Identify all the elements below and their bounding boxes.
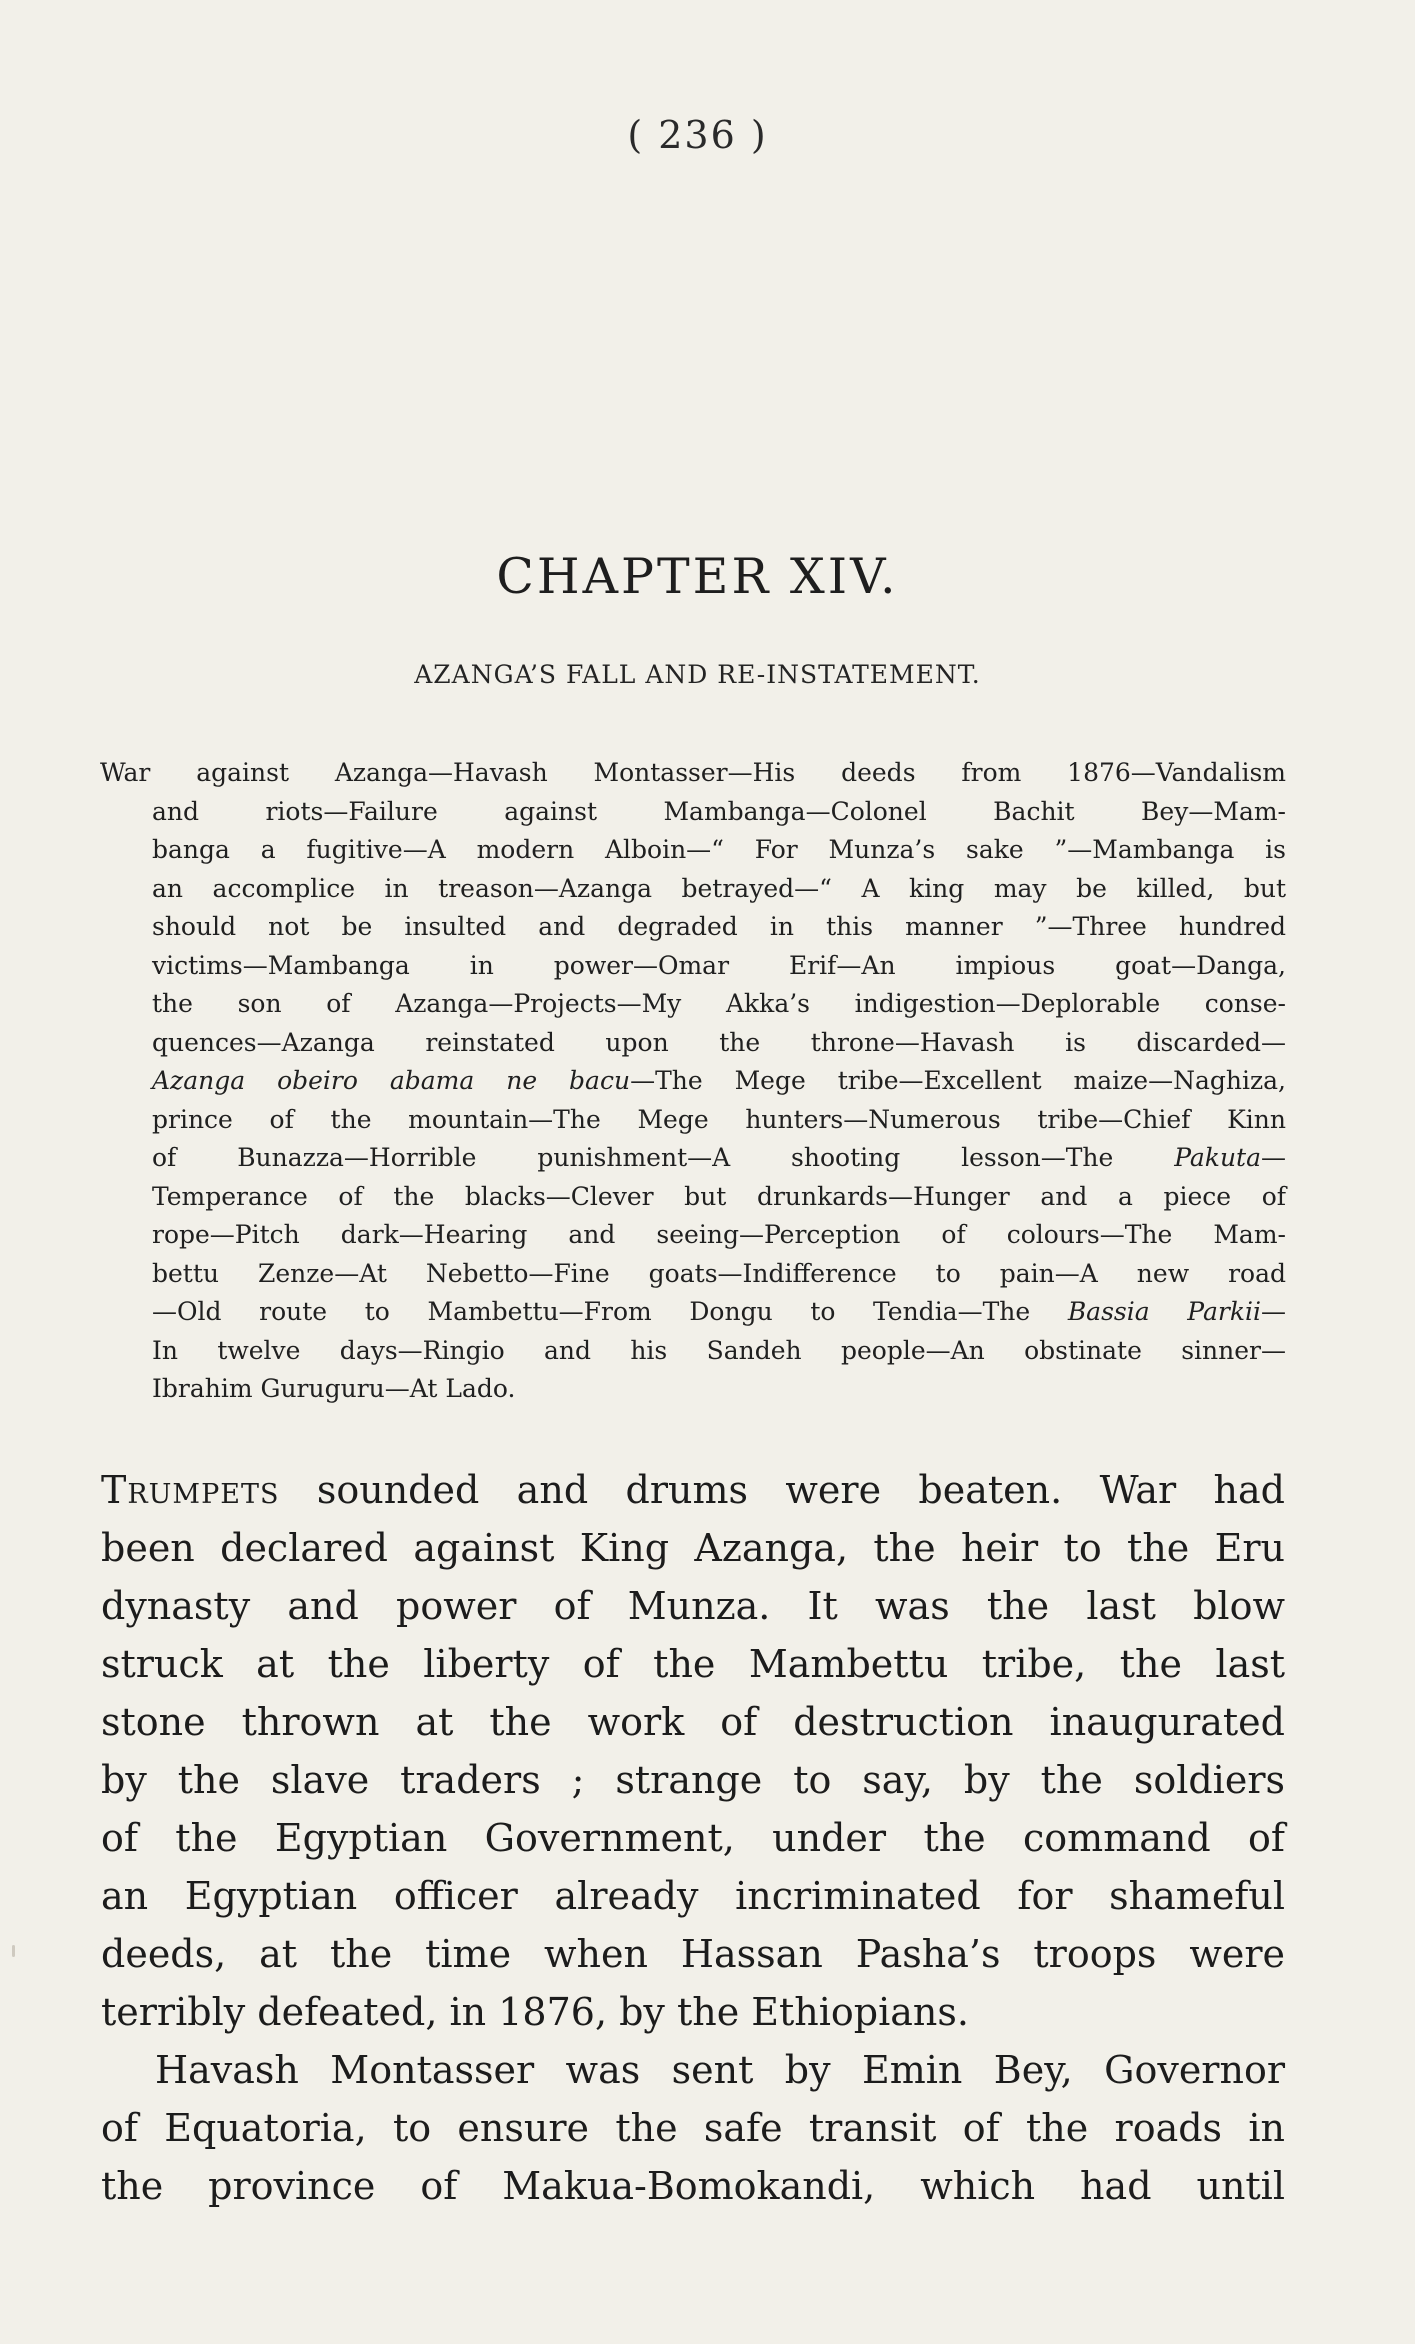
summary-line-text: —Old route to Mambettu—From Dongu to Tendia—The xyxy=(152,1297,1068,1326)
body-line: deeds, at the time when Hassan Pasha’s troops were xyxy=(101,1932,1285,1976)
summary-line: rope—Pitch dark—Hearing and seeing—Perception of colours—The Mam- xyxy=(152,1220,1286,1249)
summary-line: banga a fugitive—A modern Alboin—“ For Munza’s sake ”—Mambanga is xyxy=(152,835,1286,864)
body-line: an Egyptian officer already incriminated for shameful xyxy=(101,1874,1285,1918)
body-line: stone thrown at the work of destruction inaugurated xyxy=(101,1700,1285,1744)
body-line: the province of Makua-Bomokandi, which had until xyxy=(101,2164,1285,2208)
body-line: of the Egyptian Government, under the command of xyxy=(101,1816,1285,1860)
summary-line: Temperance of the blacks—Clever but drunkards—Hunger and a piece of xyxy=(152,1181,1286,1211)
summary-line: prince of the mountain—The Mege hunters—Numerous tribe—Chief Kinn xyxy=(152,1104,1286,1134)
summary-line-text: —The Mege tribe—Excellent maize—Naghiza, xyxy=(630,1066,1286,1095)
body-line: struck at the liberty of the Mambettu tribe, the last xyxy=(101,1642,1285,1686)
summary-line: bettu Zenze—At Nebetto—Fine goats—Indifference to pain—A new road xyxy=(152,1258,1286,1288)
body-line xyxy=(101,1461,1285,1519)
chapter-body-text xyxy=(101,1461,1285,2215)
summary-line: Ibrahim Guruguru—At Lado. xyxy=(152,1374,516,1403)
summary-line: the son of Azanga—Projects—My Akka’s indigestion—Deplorable conse- xyxy=(152,989,1286,1018)
body-line: by the slave traders ; strange to say, by the soldiers xyxy=(101,1758,1285,1802)
summary-line-tail: — xyxy=(1261,1143,1286,1172)
summary-line: victims—Mambanga in power—Omar Erif—An impious goat—Danga, xyxy=(152,950,1286,980)
summary-line xyxy=(100,1293,1286,1332)
summary-line xyxy=(100,1139,1286,1178)
paper-speck xyxy=(12,1945,15,1957)
opening-word: Trumpets xyxy=(101,1468,280,1512)
summary-line: and riots—Failure against Mambanga—Colonel Bachit Bey—Mam- xyxy=(152,796,1286,826)
page-number: ( 236 ) xyxy=(627,113,768,157)
summary-line: quences—Azanga reinstated upon the throne—Havash is discarded— xyxy=(152,1027,1286,1057)
chapter-title: CHAPTER XIV. xyxy=(496,548,899,605)
chapter-summary xyxy=(100,754,1286,1409)
summary-line xyxy=(100,1062,1286,1101)
chapter-subtitle: AZANGA’S FALL AND RE-INSTATEMENT. xyxy=(414,660,981,689)
summary-line-tail: — xyxy=(1261,1297,1286,1326)
summary-line: War against Azanga—Havash Montasser—His deeds from 1876—Vandalism xyxy=(100,758,1286,787)
summary-line: should not be insulted and degraded in this manner ”—Three hundred xyxy=(152,912,1286,941)
body-line: of Equatoria, to ensure the safe transit of the roads in xyxy=(101,2106,1285,2150)
summary-line-text: of Bunazza—Horrible punishment—A shooting lesson—The xyxy=(152,1143,1175,1172)
body-line: terribly defeated, in 1876, by the Ethiopians. xyxy=(101,1990,969,2034)
summary-line: In twelve days—Ringio and his Sandeh people—An obstinate sinner— xyxy=(152,1335,1286,1365)
summary-italic-phrase: Azanga obeiro abama ne bacu xyxy=(152,1066,631,1095)
summary-line: an accomplice in treason—Azanga betrayed—“ A king may be killed, but xyxy=(152,873,1286,903)
summary-italic-phrase: Pakuta xyxy=(1174,1143,1261,1172)
body-line: dynasty and power of Munza. It was the last blow xyxy=(101,1584,1285,1628)
body-line: Havash Montasser was sent by Emin Bey, Governor xyxy=(155,2048,1285,2092)
body-line: been declared against King Azanga, the heir to the Eru xyxy=(101,1526,1285,1570)
summary-italic-phrase: Bassia Parkii xyxy=(1067,1297,1261,1326)
body-line-text: sounded and drums were beaten. War had xyxy=(279,1468,1285,1512)
